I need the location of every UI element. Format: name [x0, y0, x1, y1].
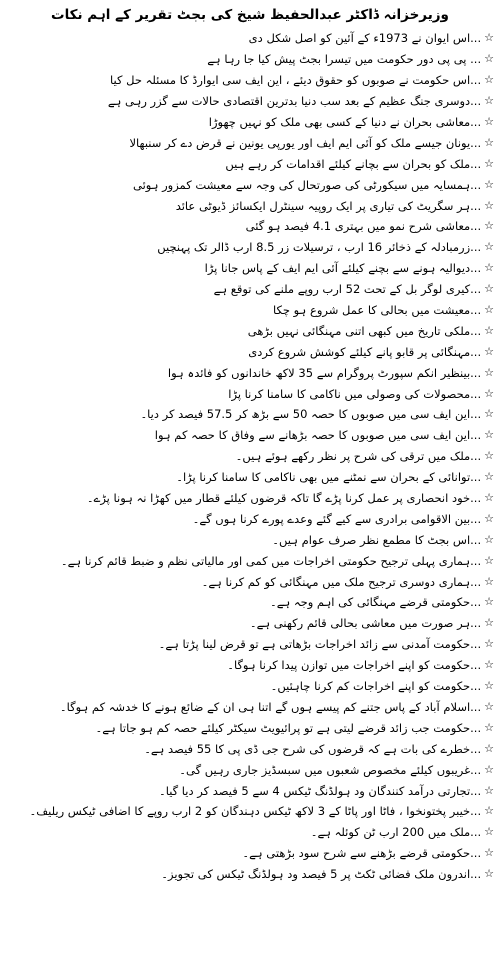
list-item [6, 550, 494, 571]
list-item [6, 320, 494, 341]
star-bullet-icon: ☆ [484, 679, 494, 693]
list-item-text: ...ملک میں 200 ارب ٹن کوئلہ ہے۔ [310, 825, 482, 840]
star-bullet-icon: ☆ [484, 449, 494, 463]
star-bullet-icon: ☆ [484, 52, 494, 66]
list-item-text: ...حکومت آمدنی سے زائد اخراجات بڑھاتی ہے تو قرض لینا پڑتا ہے۔ [158, 637, 482, 652]
list-item [6, 634, 494, 655]
list-item-text: ...ملکی تاریخ میں کبھی اتنی مہنگائی نہیں بڑھی [247, 323, 482, 338]
star-bullet-icon: ☆ [484, 31, 494, 45]
list-item [6, 655, 494, 676]
list-item-text: ...زرمبادلہ کے ذخائر 16 ارب ، ترسیلات زر 8.5 ارب ڈالر تک پہنچیں [157, 240, 482, 255]
star-bullet-icon: ☆ [484, 303, 494, 317]
list-item [6, 300, 494, 321]
star-bullet-icon: ☆ [484, 386, 494, 400]
star-bullet-icon: ☆ [484, 783, 494, 797]
list-item-text: ...تجارتی درآمد کنندگان ود ہولڈنگ ٹیکس 4 سے 5 فیصد کر دیا گیا۔ [158, 783, 482, 798]
star-bullet-icon: ☆ [484, 804, 494, 818]
star-bullet-icon: ☆ [484, 616, 494, 630]
star-bullet-icon: ☆ [484, 720, 494, 734]
list-item-text: ...توانائی کے بحران سے نمٹنے میں بھی ناکامی کا سامنا کرنا پڑا۔ [176, 470, 482, 485]
star-bullet-icon: ☆ [484, 532, 494, 546]
star-bullet-icon: ☆ [484, 553, 494, 567]
list-item [6, 49, 494, 70]
list-item [6, 258, 494, 279]
list-item [6, 70, 494, 91]
star-bullet-icon: ☆ [484, 240, 494, 254]
list-item [6, 279, 494, 300]
star-bullet-icon: ☆ [484, 365, 494, 379]
star-bullet-icon: ☆ [484, 135, 494, 149]
list-item-text: ...ہماری دوسری ترجیح ملک میں مہنگائی کو کم کرنا ہے۔ [201, 574, 482, 589]
list-item-text: ... پی پی دور حکومت میں تیسرا بجٹ پیش کیا جا رہا ہے [207, 52, 482, 67]
list-item-text: ...ہماری پہلی ترجیح حکومتی اخراجات میں کمی اور مالیاتی نظم و ضبط قائم کرنا ہے۔ [60, 553, 482, 568]
list-item-text: ...ہر صورت میں معاشی بحالی قائم رکھنی ہے۔ [249, 616, 482, 631]
list-item-text: ...خود انحصاری پر عمل کرنا پڑے گا تاکہ قرضوں کیلئے قطار میں کھڑا نہ ہونا پڑے۔ [86, 491, 482, 506]
list-item [6, 153, 494, 174]
list-item [6, 467, 494, 488]
star-bullet-icon: ☆ [484, 261, 494, 275]
list-item-text: ...غریبوں کیلئے مخصوص شعبوں میں سبسڈیز جاری رہیں گی۔ [179, 762, 482, 777]
list-item [6, 112, 494, 133]
list-item [6, 676, 494, 697]
star-bullet-icon: ☆ [484, 511, 494, 525]
list-item [6, 488, 494, 509]
list-item-text: ...کیری لوگر بل کے تحت 52 ارب روپے ملنے کی توقع ہے [213, 282, 482, 297]
star-bullet-icon: ☆ [484, 741, 494, 755]
list-item-text: ...اس ایوان نے 1973ء کے آئین کو اصل شکل دی [248, 31, 482, 46]
list-item-text: ...ملک کو بحران سے بچانے کیلئے اقدامات کر رہے ہیں [225, 156, 482, 171]
list-item-text: ...حکومت جب زائد قرضے لیتی ہے تو پرائیویٹ سیکٹر کیلئے حصہ کم ہو جاتا ہے۔ [95, 720, 482, 735]
list-item-text: ...اس بجٹ کا مطمع نظر صرف عوام ہیں۔ [272, 532, 482, 547]
list-item-text: ...حکومتی قرضے بڑھنے سے شرح سود بڑھتی ہے۔ [242, 846, 482, 861]
star-bullet-icon: ☆ [484, 115, 494, 128]
list-item [6, 446, 494, 467]
star-bullet-icon: ☆ [484, 574, 494, 588]
list-item [6, 864, 494, 885]
list-item [6, 613, 494, 634]
star-bullet-icon: ☆ [484, 94, 494, 108]
star-bullet-icon: ☆ [484, 73, 494, 87]
list-item-text: ...بین الاقوامی برادری سے کیے گئے وعدے پورے کرنا ہوں گے۔ [192, 511, 482, 526]
star-bullet-icon: ☆ [484, 323, 494, 337]
star-bullet-icon: ☆ [484, 867, 494, 881]
list-item [6, 508, 494, 529]
page-title: وزیرخزانہ ڈاکٹر عبدالحفیظ شیخ کی بجٹ تقریر کے اہم نکات [51, 7, 449, 23]
list-item [6, 28, 494, 49]
star-bullet-icon: ☆ [484, 491, 494, 505]
list-item-text: ...حکومت کو اپنے اخراجات کم کرنا چاہئیں۔ [270, 679, 482, 694]
list-item [6, 132, 494, 153]
star-bullet-icon: ☆ [484, 156, 494, 170]
star-bullet-icon: ☆ [484, 699, 494, 713]
list-item-text: ...معاشی شرح نمو میں بہتری 4.1 فیصد ہو گئی [245, 219, 482, 234]
list-item [6, 801, 494, 822]
star-bullet-icon: ☆ [484, 825, 494, 839]
list-item [6, 425, 494, 446]
list-item [6, 759, 494, 780]
list-item-text: ...بینظیر انکم سپورٹ پروگرام سے 35 لاکھ خاندانوں کو فائدہ ہوا [167, 365, 482, 380]
list-item [6, 697, 494, 718]
list-item [6, 571, 494, 592]
list-item-text: ...ملک میں ترقی کی شرح پر نظر رکھے ہوئے ہیں۔ [235, 449, 482, 464]
list-item [6, 822, 494, 843]
list-item-text: ...اندرون ملک فضائی ٹکٹ پر 5 فیصد ود ہولڈنگ ٹیکس کی تجویز۔ [161, 867, 482, 882]
list-item [6, 529, 494, 550]
list-item-text: ...اس حکومت نے صوبوں کو حقوق دیئے ، این ایف سی ایوارڈ کا مسئلہ حل کیا [110, 73, 482, 88]
list-item-text: ...ہر سگریٹ کی تیاری پر ایک روپیہ سینٹرل ایکسائز ڈیوٹی عائد [175, 198, 482, 213]
star-bullet-icon: ☆ [484, 428, 494, 442]
list-item [6, 341, 494, 362]
list-item-text: ...محصولات کی وصولی میں ناکامی کا سامنا کرنا پڑا [228, 386, 482, 401]
key-points-list [6, 28, 494, 885]
star-bullet-icon: ☆ [484, 344, 494, 358]
star-bullet-icon: ☆ [484, 219, 494, 233]
list-item [6, 738, 494, 759]
list-item-text: ...معاشی بحران نے دنیا کے کسی بھی ملک کو نہیں چھوڑا [208, 115, 482, 129]
list-item-text: ...اسلام آباد کے پاس جتنے کم پیسے ہوں گے اتنا ہی ان کے ضائع ہونے کا خدشہ کم ہوگا۔ [59, 699, 482, 714]
star-bullet-icon: ☆ [484, 470, 494, 484]
star-bullet-icon: ☆ [484, 762, 494, 776]
list-item-text: ...حکومتی قرضے مہنگائی کی اہم وجہ ہے۔ [269, 595, 482, 610]
list-item [6, 717, 494, 738]
list-item-text: ...دیوالیہ ہونے سے بچنے کیلئے آئی ایم ایف کے پاس جانا پڑا [204, 261, 482, 276]
list-item-text: ...ہمسایہ میں سیکورٹی کی صورتحال کی وجہ سے معیشت کمزور ہوئی [132, 177, 482, 192]
list-item-text: ...این ایف سی میں صوبوں کا حصہ 50 سے بڑھ کر 57.5 فیصد کر دیا۔ [140, 407, 482, 422]
list-item-text: ...دوسری جنگ عظیم کے بعد سب دنیا بدترین اقتصادی حالات سے گزر رہی ہے [107, 94, 482, 109]
list-item [6, 843, 494, 864]
star-bullet-icon: ☆ [484, 637, 494, 651]
list-item-text: ...معیشت میں بحالی کا عمل شروع ہو چکا [273, 303, 482, 318]
list-item [6, 174, 494, 195]
star-bullet-icon: ☆ [484, 407, 494, 421]
star-bullet-icon: ☆ [484, 198, 494, 212]
list-item [6, 592, 494, 613]
list-item [6, 780, 494, 801]
list-item [6, 195, 494, 216]
list-item [6, 383, 494, 404]
list-item-text: ...خطرے کی بات ہے کہ قرضوں کی شرح جی ڈی پی کا 55 فیصد ہے۔ [144, 741, 482, 756]
list-item-text: ...خیبر پختونخوا ، فاٹا اور پاٹا کے 3 لاکھ ٹیکس دہندگان کو 2 ارب روپے کا اضافی ٹیکس ریلیف۔ [29, 804, 482, 819]
star-bullet-icon: ☆ [484, 595, 494, 609]
list-item [6, 362, 494, 383]
list-item [6, 404, 494, 425]
list-item-text: ...حکومت کو اپنے اخراجات میں توازن پیدا کرنا ہوگا۔ [227, 658, 482, 673]
list-item-text: ...مہنگائی پر قابو پانے کیلئے کوشش شروع کردی [248, 344, 482, 359]
list-item-text: ...یونان جیسے ملک کو آئی ایم ایف اور یورپی یونین نے قرض دے کر سنبھالا [129, 135, 482, 150]
list-item-text: ...این ایف سی میں صوبوں کا حصہ بڑھانے سے وفاق کا حصہ کم ہوا [154, 428, 482, 443]
list-item [6, 91, 494, 112]
star-bullet-icon: ☆ [484, 658, 494, 672]
star-bullet-icon: ☆ [484, 846, 494, 860]
list-item [6, 237, 494, 258]
star-bullet-icon: ☆ [484, 282, 494, 296]
list-item [6, 216, 494, 237]
star-bullet-icon: ☆ [484, 177, 494, 191]
